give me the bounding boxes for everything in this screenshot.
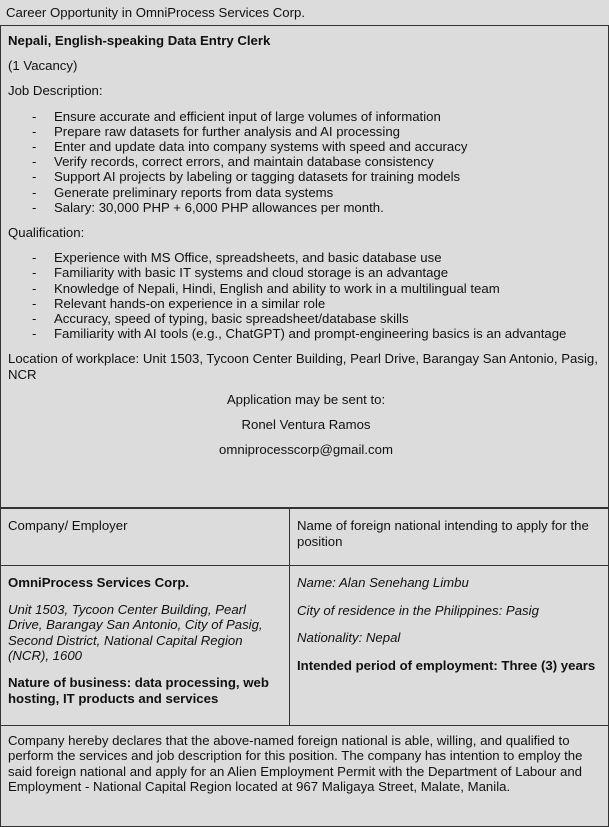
applicant-header-cell [289, 508, 609, 566]
qualification-label: Qualification: [8, 225, 85, 241]
job-description-label: Job Description: [8, 83, 103, 99]
business-nature: Nature of business: data processing, web hosting, IT products and services [8, 674, 269, 706]
apply-label: Application may be sent to: [226, 391, 386, 407]
applicant-city: City of residence in the Philippines: Pasig [297, 602, 539, 618]
vacancy-count: (1 Vacancy) [8, 58, 78, 74]
workplace-location: Location of workplace: Unit 1503, Tycoon Center Building, Pearl Drive, Barangay San Antonio, Pasig, NCR [8, 351, 598, 382]
employer-details-cell [0, 565, 290, 726]
employer-header-cell [0, 508, 290, 566]
applicant-nationality: Nationality: Nepal [297, 630, 401, 646]
contact-email: omniprocesscorp@gmail.com [219, 442, 393, 458]
job-posting-box [0, 25, 609, 508]
declaration-text: Company hereby declares that the above-named foreign national is able, willing, and qualified to perform the services and job description for this position. The company has intention to employ the said foreign national and apply for an Alien Employment Permit with the Department of Labour and Employment - National Capital Region located at 967 Maligaya Street, Malate, Manila. [8, 733, 583, 795]
list-item: - Salary: 30,000 PHP + 6,000 PHP allowances per month. [8, 200, 604, 215]
list-item: - Enter and update data into company systems with speed and accuracy [8, 139, 604, 154]
list-item: - Generate preliminary reports from data systems [8, 185, 604, 200]
list-item: - Familiarity with basic IT systems and cloud storage is an advantage [8, 265, 604, 280]
company-name: OmniProcess Services Corp. [8, 575, 190, 590]
job-description-list [8, 109, 604, 215]
list-item: - Prepare raw datasets for further analysis and AI processing [8, 124, 604, 139]
job-title: Nepali, English-speaking Data Entry Clerk [8, 33, 271, 48]
list-item: - Accuracy, speed of typing, basic spreadsheet/database skills [8, 311, 604, 326]
list-item: - Familiarity with AI tools (e.g., ChatGPT) and prompt-engineering basics is an advantage [8, 326, 604, 341]
list-item: - Support AI projects by labeling or tagging datasets for training models [8, 169, 604, 184]
list-item: - Relevant hands-on experience in a similar role [8, 296, 604, 311]
declaration-box [0, 725, 609, 827]
list-item: - Ensure accurate and efficient input of large volumes of information [8, 109, 604, 124]
contact-name: Ronel Ventura Ramos [241, 417, 371, 433]
list-item: - Knowledge of Nepali, Hindi, English and ability to work in a multilingual team [8, 281, 604, 296]
applicant-name: Name: Alan Senehang Limbu [297, 575, 469, 590]
employer-header: Company/ Employer [8, 518, 128, 533]
company-address: Unit 1503, Tycoon Center Building, Pearl Drive, Barangay San Antonio, City of Pasig, Second District, National Capital Region (NCR), 1600 [8, 601, 263, 664]
list-item: - Experience with MS Office, spreadsheets, and basic database use [8, 250, 604, 265]
applicant-header: Name of foreign national intending to apply for the position [297, 518, 589, 549]
qualification-list [8, 250, 604, 341]
applicant-details-cell [289, 565, 609, 726]
employment-period: Intended period of employment: Three (3) years [297, 657, 596, 673]
list-item: - Verify records, correct errors, and maintain database consistency [8, 154, 604, 169]
page-title: Career Opportunity in OmniProcess Services Corp. [6, 5, 306, 20]
